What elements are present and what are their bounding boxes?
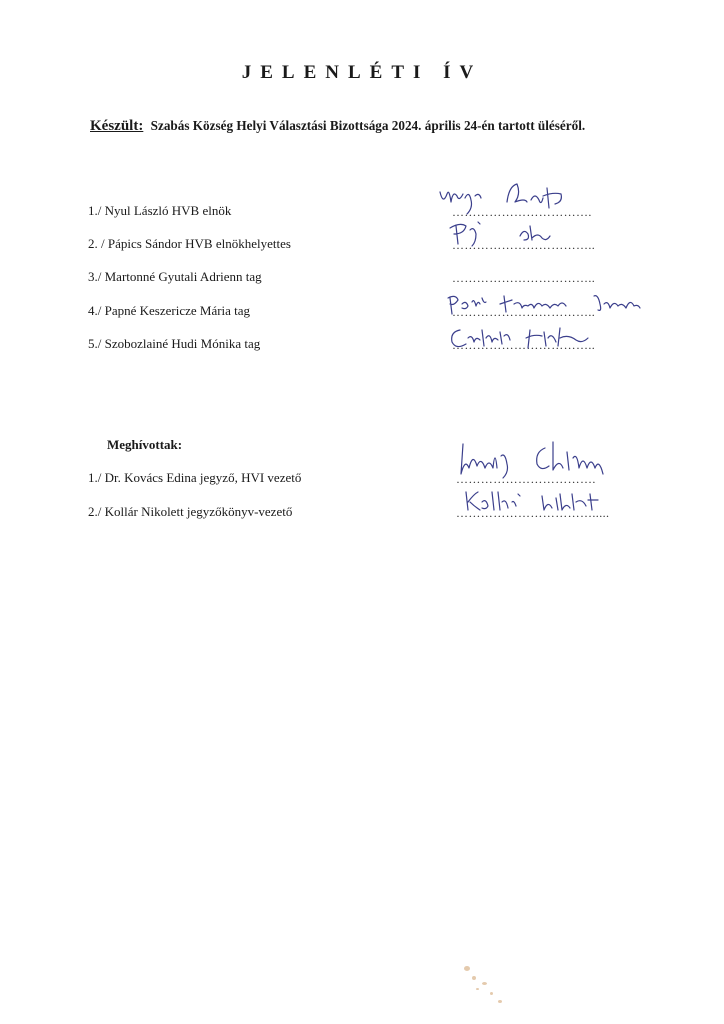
member-row-1 [0,203,724,225]
signature-line: …………………………….. [452,238,596,252]
member-label: 2. / Pápics Sándor HVB elnökhelyettes [88,236,291,251]
member-label: 5./ Szobozlainé Hudi Mónika tag [88,336,261,351]
invited-heading: Meghívottak: [107,437,183,452]
invited-label: 1./ Dr. Kovács Edina jegyző, HVI vezető [88,470,302,485]
signature-line: ……………………………..... [456,506,610,520]
subtitle-text: Szabás Község Helyi Választási Bizottsága 2024. április 24-én tartott üléséről. [150,118,586,133]
signature-kollar-nikolett [462,488,632,518]
signature-papne-keszericze [444,290,674,320]
signature-szobozlaine-hudi [446,322,626,356]
invited-label: 2./ Kollár Nikolett jegyzőkönyv-vezető [88,504,293,519]
document-title: JELENLÉTI ÍV [241,62,483,83]
member-row-2 [0,236,724,258]
paper-stain [460,960,510,1010]
subtitle-lead: Készült: [90,118,144,134]
signature-kovacs-edina [455,438,635,484]
document-subtitle [90,118,650,135]
member-label: 1./ Nyul László HVB elnök [88,203,232,218]
signature-nyul-laszlo [435,180,575,220]
signature-line: ……………………………. [456,472,596,486]
signature-line: …………………………….. [452,338,596,352]
member-row-3 [0,269,724,291]
signature-line: ……………………………. [452,205,592,219]
signature-line: …………………………….. [452,271,596,285]
member-label: 3./ Martonné Gyutali Adrienn tag [88,269,262,284]
member-label: 4./ Papné Keszericze Mária tag [88,303,251,318]
signature-papics-sandor [446,218,566,250]
signature-line: …………………………….. [452,305,596,319]
